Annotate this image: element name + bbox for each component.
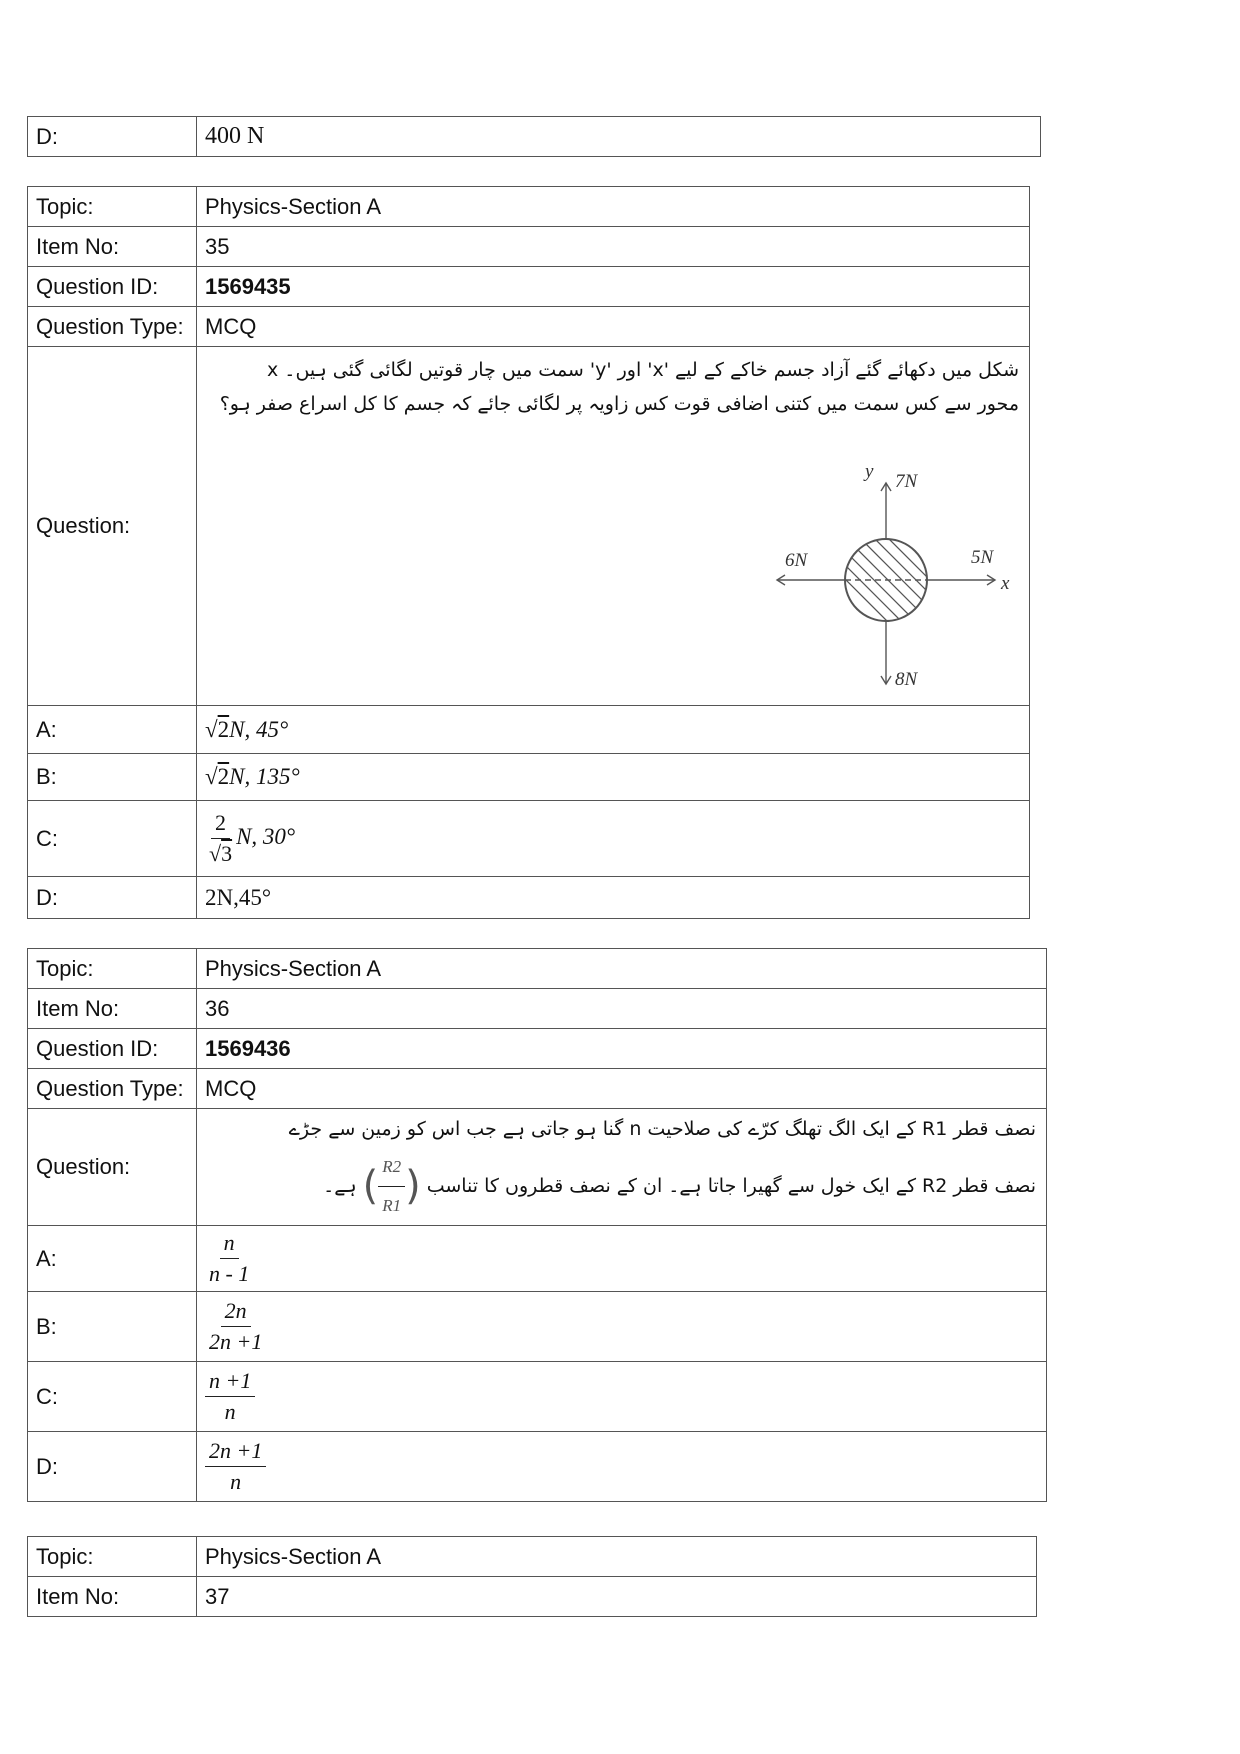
- option-rest: N, 135°: [229, 764, 300, 789]
- topic-label: Topic:: [28, 949, 197, 989]
- question-id-label: Question ID:: [28, 267, 197, 307]
- ratio-numerator: R2: [378, 1150, 405, 1187]
- option-a-label: A:: [28, 706, 197, 754]
- free-body-diagram: [205, 421, 1045, 691]
- question-label: Question:: [28, 1109, 197, 1226]
- radicand: 2: [217, 764, 230, 789]
- question-id-label: Question ID:: [28, 1029, 197, 1069]
- option-c-value: [197, 801, 1030, 877]
- fraction: [205, 1230, 253, 1287]
- sqrt-icon: √: [205, 764, 218, 789]
- question-text-line-1: شکل میں دکھائے گئے آزاد جسم خاکے کے لیے 'x' اور 'y' سمت میں چار قوتیں لگائی گئی ہیں۔ x: [267, 359, 1019, 381]
- option-rest: N, 30°: [236, 823, 296, 849]
- denominator: n - 1: [209, 1261, 250, 1286]
- option-c-value: [197, 1362, 1047, 1432]
- option-d-value: [197, 1432, 1047, 1502]
- question-type-label: Question Type:: [28, 1069, 197, 1109]
- question-table-35: [27, 186, 1030, 919]
- denominator: √3: [209, 841, 233, 866]
- prev-item-table: [27, 116, 1041, 157]
- question-id-value: 1569435: [197, 267, 1030, 307]
- topic-label: Topic:: [28, 1537, 197, 1577]
- force-label-right: 5N: [971, 547, 994, 568]
- topic-value: Physics-Section A: [197, 1537, 1037, 1577]
- option-d-label: D:: [28, 877, 197, 919]
- hatch-pattern: [835, 509, 965, 631]
- denominator: n: [224, 1399, 236, 1424]
- numerator: n +1: [205, 1368, 255, 1397]
- option-d-value: 2N,45°: [197, 877, 1030, 919]
- radicand: 2: [217, 716, 230, 742]
- numerator: 2n +1: [205, 1438, 266, 1467]
- sqrt-icon: √: [209, 841, 222, 866]
- fraction: [205, 810, 236, 867]
- question-text-tail: ہے۔: [323, 1175, 357, 1197]
- topic-value: Physics-Section A: [197, 949, 1047, 989]
- question-text-line-1: نصف قطر R1 کے ایک الگ تھلگ کرّے کی صلاحیت n گنا ہو جاتی ہے جب اس کو زمین سے جڑے: [288, 1117, 1036, 1140]
- option-c-label: C:: [28, 1362, 197, 1432]
- option-b-label: B:: [28, 1292, 197, 1362]
- question-body: [197, 1109, 1047, 1226]
- ratio-fraction: [378, 1150, 405, 1223]
- option-a-value: [197, 706, 1030, 754]
- option-a-value: [197, 1226, 1047, 1292]
- force-label-up: 7N: [895, 471, 918, 492]
- question-text-line-2: محور سے کس سمت میں کتنی اضافی قوت کس زاویہ پر لگائی جائے کہ جسم کا کل اسراع صفر ہو؟: [219, 393, 1019, 415]
- question-label: Question:: [28, 347, 197, 706]
- question-text-line-2: نصف قطر R2 کے ایک خول سے گھیرا جاتا ہے۔ ان کے نصف قطروں کا تناسب: [426, 1175, 1036, 1197]
- option-b-label: B:: [28, 754, 197, 801]
- item-no-value: 36: [197, 989, 1047, 1029]
- item-no-value: 35: [197, 227, 1030, 267]
- fraction: [205, 1438, 266, 1495]
- paren-left-icon: (: [362, 1163, 379, 1209]
- ratio-expression: [363, 1150, 421, 1223]
- item-no-label: Item No:: [28, 1577, 197, 1617]
- option-rest: N, 45°: [229, 716, 289, 742]
- numerator: 2: [211, 810, 230, 839]
- question-type-value: MCQ: [197, 307, 1030, 347]
- question-body: [197, 347, 1030, 706]
- item-no-label: Item No:: [28, 989, 197, 1029]
- topic-value: Physics-Section A: [197, 187, 1030, 227]
- question-line-2-row: [205, 1150, 1036, 1223]
- topic-label: Topic:: [28, 187, 197, 227]
- option-a-label: A:: [28, 1226, 197, 1292]
- option-label: D:: [28, 117, 197, 157]
- force-label-down: 8N: [895, 669, 918, 690]
- ratio-denominator: R1: [382, 1195, 402, 1215]
- option-d-label: D:: [28, 1432, 197, 1502]
- numerator: n: [220, 1230, 239, 1259]
- x-axis-label: x: [1001, 573, 1010, 594]
- question-type-value: MCQ: [197, 1069, 1047, 1109]
- fraction: [205, 1368, 255, 1425]
- paren-right-icon: ): [405, 1163, 421, 1209]
- question-table-37: [27, 1536, 1037, 1617]
- fraction: [205, 1298, 266, 1355]
- y-axis-label: y: [865, 461, 874, 482]
- option-b-value: [197, 1292, 1047, 1362]
- option-c-label: C:: [28, 801, 197, 877]
- option-b-value: [197, 754, 1030, 801]
- denominator: n: [230, 1469, 242, 1494]
- item-no-value: 37: [197, 1577, 1037, 1617]
- question-type-label: Question Type:: [28, 307, 197, 347]
- sqrt-icon: √: [205, 716, 218, 742]
- denominator: 2n +1: [209, 1329, 263, 1354]
- item-no-label: Item No:: [28, 227, 197, 267]
- numerator: 2n: [221, 1298, 251, 1327]
- option-value: 400 N: [197, 117, 1041, 157]
- force-label-left: 6N: [785, 550, 808, 571]
- question-id-value: 1569436: [197, 1029, 1047, 1069]
- question-table-36: [27, 948, 1047, 1502]
